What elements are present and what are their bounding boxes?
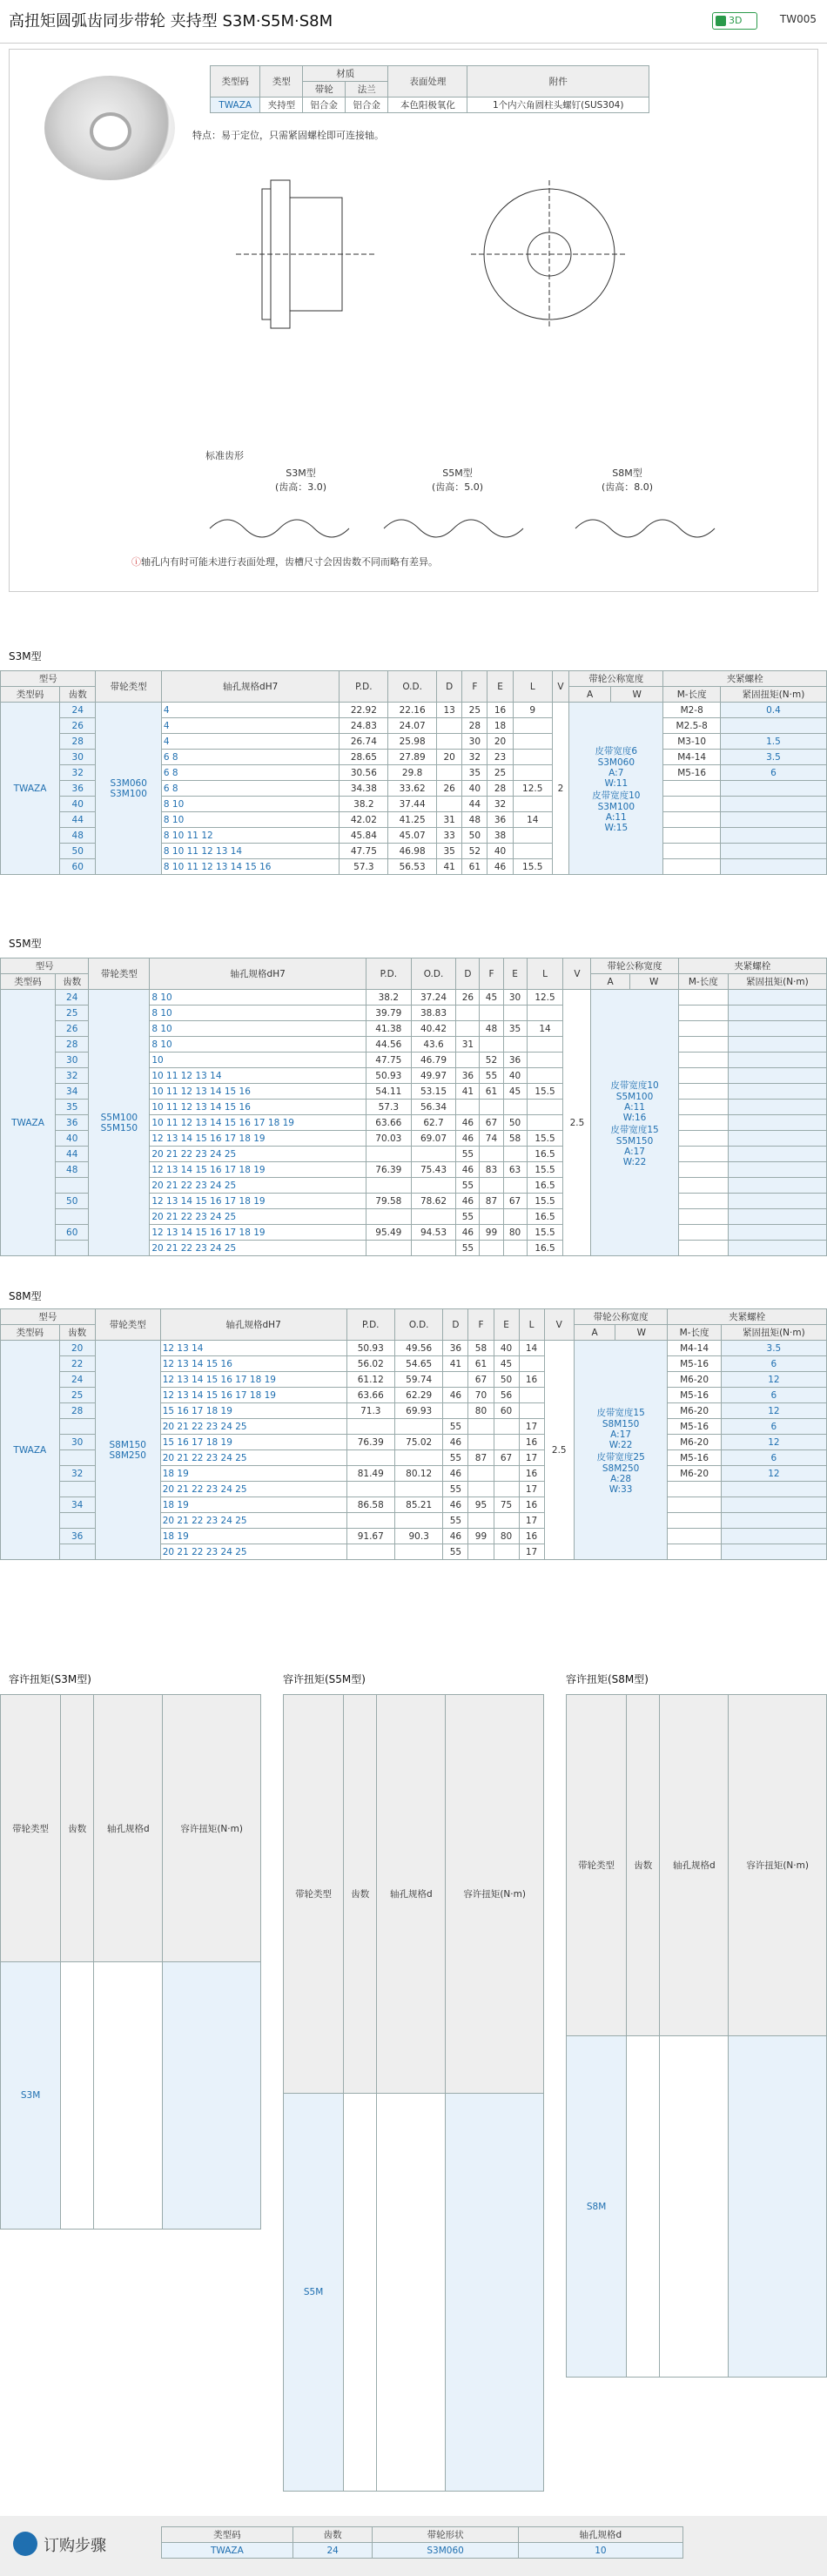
- torque-title-s5m: 容许扭矩(S5M型): [283, 1673, 366, 1685]
- table-row: 22 12 13 14 15 16 56.02 54.65 41 61 45 M5-16 6: [1, 1356, 827, 1372]
- table-row: 36 18 19 91.67 90.3 46 99 80 16: [1, 1529, 827, 1544]
- section-s3m: S3M型: [9, 650, 42, 662]
- table-row: 40 12 13 14 15 16 17 18 19 70.03 69.07 46 74 58 15.5: [1, 1131, 827, 1147]
- table-row: 20 21 22 23 24 25 55 17: [1, 1513, 827, 1529]
- tooth-s8m: S8M型 (齿高：8.0): [602, 467, 654, 493]
- table-row: 50 8 10 11 12 13 14 47.75 46.98 35 52 40: [1, 844, 827, 859]
- table-row: 60 12 13 14 15 16 17 18 19 95.49 94.53 46 99 80 15.5: [1, 1225, 827, 1241]
- table-row: TWAZA 24 S5M100 S5M150 8 10 38.2 37.24 26 45 30 12.5 2.5 皮带宽度10 S5M100 A:11 W:16 皮带宽度15 S5M150 A:17 W:22: [1, 990, 827, 1006]
- table-row: 30 6 8 28.65 27.89 20 32 23 M4-14 3.5: [1, 750, 827, 765]
- table-row: 25 8 10 39.79 38.83: [1, 1006, 827, 1021]
- 3d-badge[interactable]: 3D: [712, 12, 757, 30]
- surface-note: ⓘ轴孔内有时可能未进行表面处理，齿槽尺寸会因齿数不同而略有差异。: [131, 556, 438, 568]
- table-row: 32 18 19 81.49 80.12 46 16 M6-20 12: [1, 1466, 827, 1482]
- table-row: 20 21 22 23 24 25 55 17 M5-16 6: [1, 1419, 827, 1435]
- table-row: TWAZA 24 S3M060 S3M100 4 22.92 22.16 13 25 16 9 2 皮带宽度6 S3M060 A:7 W:11 皮带宽度10 S3M100 A:11 W:15 M2-8 0.4: [1, 703, 827, 718]
- order-steps: [0, 2516, 827, 2576]
- table-row: 32 6 8 30.56 29.8 35 25 M5-16 6: [1, 765, 827, 781]
- table-row: TWAZA 20 S8M150 S8M250 12 13 14 50.93 49.56 36 58 40 14 2.5 皮带宽度15 S8M150 A:17 W:22 皮带宽度25 S8M250 A:28 W:33 M4-14 3.5: [1, 1341, 827, 1356]
- order-title: 订购步骤: [44, 2537, 106, 2555]
- info-icon: ⓘ: [131, 556, 141, 568]
- table-row: 25 12 13 14 15 16 17 18 19 63.66 62.29 46 70 56 M5-16 6: [1, 1388, 827, 1403]
- s8m-table: 型号 带轮类型 轴孔规格dH7 P.D. O.D. D F E L V 带轮公称宽度 夹紧螺栓 类型码 齿数 A W M-长度 紧固扭矩(N·m) TWAZA 20 S8M150 S8M250 12 13 14 50.93 49.56 36 58 40 14 2.5 皮带宽度15 S8M150 A:17 W:22 皮带宽度25 S8M250 A:28 W:33 M4-14 3.5 22 12 13 14 15 16 56.02 54.65 41 61 45 M5-16 6 24 12 13 14 15 16 17 18 19 61.12 59.74 67 50 16 M6-20 12 25 12 13 14 15 16 17 18 19 63.66 62.29 46 70 56 M5-16 6 28 15 16 17 18 19 71.3 69.93 80 60 M6-20 12 20 21 22 23 24 25 55 17 M5-16 6 30 15 16 17 18 19 76.39 75.02 46 16 M6-20 12 20 21 22 23 24 25 55 87 67 17 M5-16 6 32 18 19 81.49 80.12 46 16 M6-20 12 20 21 22 23 24 25 55 17 34 18 19 86.58 85.21 46 95 75 16 20 21 22 23 24 25 55 17 36 18 19 91.67 90.3 46 99 80 16 20 21 22 23 24 25 55 17: [0, 1308, 827, 1560]
- table-row: 26 8 10 41.38 40.42 48 35 14: [1, 1021, 827, 1037]
- table-row: 44 20 21 22 23 24 25 55 16.5: [1, 1147, 827, 1162]
- tooth-s3m: S3M型 (齿高：3.0): [275, 467, 327, 493]
- section-s5m: S5M型: [9, 938, 42, 950]
- page-title: 高扭矩圆弧齿同步带轮 夹持型 S3M·S5M·S8M: [9, 12, 333, 30]
- section-s8m: S8M型: [9, 1290, 42, 1302]
- table-row: 36 6 8 34.38 33.62 26 40 28 12.5: [1, 781, 827, 797]
- table-row: 20 21 22 23 24 25 55 17: [1, 1544, 827, 1560]
- table-row: 48 12 13 14 15 16 17 18 19 76.39 75.43 46 83 63 15.5: [1, 1162, 827, 1178]
- table-row: 20 21 22 23 24 25 55 16.5: [1, 1209, 827, 1225]
- table-row: 20 21 22 23 24 25 55 17: [1, 1482, 827, 1497]
- table-row: 48 8 10 11 12 45.84 45.07 33 50 38: [1, 828, 827, 844]
- order-table: 类型码 齿数 带轮形状 轴孔规格d TWAZA 24 S3M060 10: [161, 2526, 683, 2559]
- drawing: [236, 163, 671, 424]
- tooth-profiles: [210, 511, 750, 546]
- table-row: 28 15 16 17 18 19 71.3 69.93 80 60 M6-20 12: [1, 1403, 827, 1419]
- table-row: 60 8 10 11 12 13 14 15 16 57.3 56.53 41 61 46 15.5: [1, 859, 827, 875]
- table-row: 36 10 11 12 13 14 15 16 17 18 19 63.66 62.7 46 67 50: [1, 1115, 827, 1131]
- product-overview: [9, 49, 818, 592]
- s3m-table: 型号 带轮类型 轴孔规格dH7 P.D. O.D. D F E L V 带轮公称宽度 夹紧螺栓 类型码 齿数 A W M-长度 紧固扭矩(N·m) TWAZA 24 S3M060 S3M100 4 22.92 22.16 13 25 16 9 2 皮带宽度6 S3M060 A:7 W:11 皮带宽度10 S3M100 A:11 W:15 M2-8 0.4 26 4 24.83 24.07 28 18 M2.5-8 28 4 26.74 25.98 30 20 M3-10 1.5 30 6 8 28.65 27.89 20 32 23 M4-14 3.5 32 6 8 30.56 29.8 35 25 M5-16 6 36 6 8 34.38 33.62 26 40 28 12.5 40 8 10 38.2 37.44 44 32 44 8 10 42.02 41.25 31 48 36 14 48 8 10 11 12 45.84 45.07 33 50 38 50 8 10 11 12 13 14 47.75 46.98 35 52 40 60 8 10 11 12 13 14 15 16 57.3 56.53 41 61 46 15.5: [0, 670, 827, 875]
- product-image: [44, 76, 175, 180]
- table-row: 20 21 22 23 24 25 55 16.5: [1, 1178, 827, 1194]
- table-row: 50 12 13 14 15 16 17 18 19 79.58 78.62 46 87 67 15.5: [1, 1194, 827, 1209]
- table-row: 28 8 10 44.56 43.6 31: [1, 1037, 827, 1053]
- table-row: 30 15 16 17 18 19 76.39 75.02 46 16 M6-20 12: [1, 1435, 827, 1450]
- torque-table-s3m: 带轮类型 齿数 轴孔规格d 容许扭矩(N·m) S3M: [0, 1694, 261, 2230]
- table-row: 30 10 47.75 46.79 52 36: [1, 1053, 827, 1068]
- table-row: 32 10 11 12 13 14 50.93 49.97 36 55 40: [1, 1068, 827, 1084]
- product-code: TW005: [779, 13, 817, 25]
- s5m-table: 型号 带轮类型 轴孔规格dH7 P.D. O.D. D F E L V 带轮公称宽度 夹紧螺栓 类型码 齿数 A W M-长度 紧固扭矩(N·m) TWAZA 24 S5M100 S5M150 8 10 38.2 37.24 26 45 30 12.5 2.5 皮带宽度10 S5M100 A:11 W:16 皮带宽度15 S5M150 A:17 W:22 25 8 10 39.79 38.83 26 8 10 41.38 40.42 48 35 14 28 8 10 44.56 43.6 31 30 10 47.75 46.79 52 36 32 10 11 12 13 14 50.93 49.97 36 55 40 34 10 11 12 13 14 15 16 54.11 53.15 41 61 45 15.5 35 10 11 12 13 14 15 16 57.3 56.34 36 10 11 12 13 14 15 16 17 18 19 63.66 62.7 46 67 50 40 12 13 14 15 16 17 18 19 70.03 69.07 46 74 58 15.5 44 20 21 22 23 24 25 55 16.5 48 12 13 14 15 16 17 18 19 76.39 75.43 46 83 63 15.5 20 21 22 23 24 25 55 16.5 50 12 13 14 15 16 17 18 19 79.58 78.62 46 87 67 15.5 20 21 22 23 24 25 55 16.5 60 12 13 14 15 16 17 18 19 95.49 94.53 46 99 80 15.5 20 21 22 23 24 25 55 16.5: [0, 958, 827, 1256]
- table-row: 20 21 22 23 24 25 55 87 67 17 M5-16 6: [1, 1450, 827, 1466]
- feature-text: 特点：易于定位，只需紧固螺栓即可连接轴。: [192, 130, 384, 141]
- torque-title-s8m: 容许扭矩(S8M型): [566, 1673, 649, 1685]
- 3d-icon: [716, 16, 726, 26]
- torque-title-s3m: 容许扭矩(S3M型): [9, 1673, 91, 1685]
- page-header: [0, 0, 827, 44]
- table-row: 20 21 22 23 24 25 55 16.5: [1, 1241, 827, 1256]
- spec-table: 类型码 类型 材质 表面处理 附件 带轮 法兰 TWAZA 夹持型 铝合金 铝合金 本色阳极氧化 1个内六角圆柱头螺钉(SUS304): [210, 65, 649, 113]
- table-row: 34 18 19 86.58 85.21 46 95 75 16: [1, 1497, 827, 1513]
- torque-table-s8m: 带轮类型 齿数 轴孔规格d 容许扭矩(N·m) S8M: [566, 1694, 827, 2378]
- table-row: 28 4 26.74 25.98 30 20 M3-10 1.5: [1, 734, 827, 750]
- table-row: 35 10 11 12 13 14 15 16 57.3 56.34: [1, 1100, 827, 1115]
- table-row: 24 12 13 14 15 16 17 18 19 61.12 59.74 67 50 16 M6-20 12: [1, 1372, 827, 1388]
- tooth-label: 标准齿形: [205, 450, 244, 461]
- table-row: 26 4 24.83 24.07 28 18 M2.5-8: [1, 718, 827, 734]
- table-row: 34 10 11 12 13 14 15 16 54.11 53.15 41 61 45 15.5: [1, 1084, 827, 1100]
- cart-icon: [13, 2532, 37, 2556]
- tooth-s5m: S5M型 (齿高：5.0): [432, 467, 484, 493]
- table-row: 44 8 10 42.02 41.25 31 48 36 14: [1, 812, 827, 828]
- table-row: 40 8 10 38.2 37.44 44 32: [1, 797, 827, 812]
- torque-table-s5m: 带轮类型 齿数 轴孔规格d 容许扭矩(N·m) S5M: [283, 1694, 544, 2492]
